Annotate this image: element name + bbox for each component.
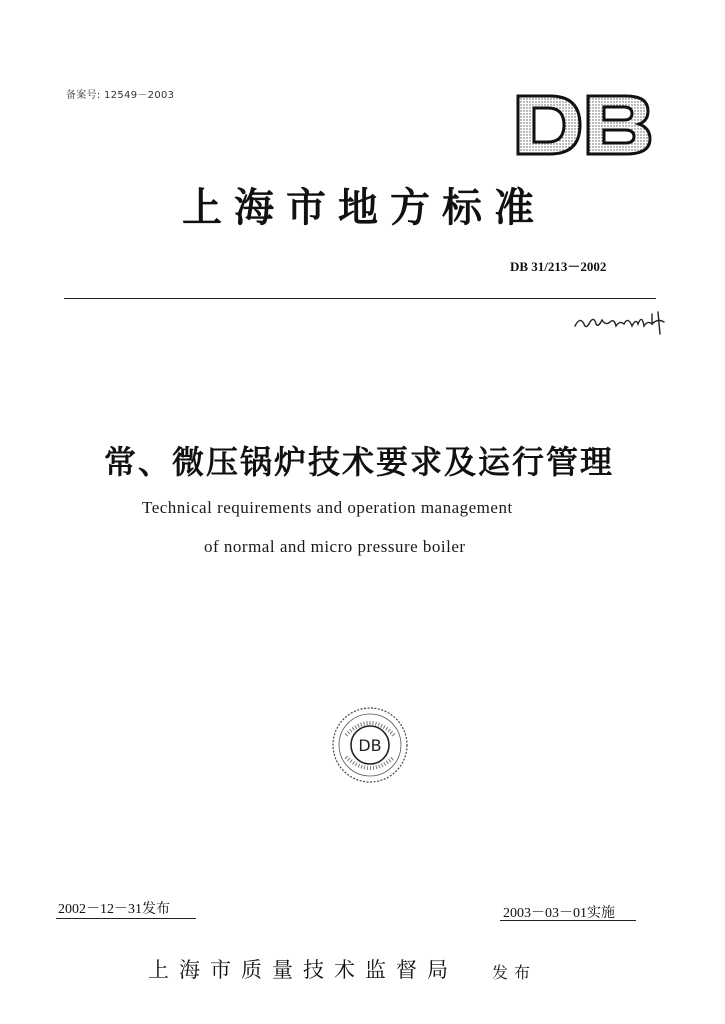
- record-number: 备案号: 12549－2003: [66, 90, 175, 101]
- implementation-date: 2003－03－01实施: [503, 906, 615, 921]
- handwritten-annotation: [572, 306, 672, 336]
- implementation-date-underline: [500, 920, 636, 921]
- issue-date-underline: [56, 918, 196, 919]
- document-title-english-line1: Technical requirements and operation management: [142, 498, 513, 517]
- document-title-chinese: 常、微压锅炉技术要求及运行管理: [104, 443, 615, 481]
- db-seal: [330, 705, 410, 785]
- issue-action-label: 发布: [492, 963, 537, 982]
- issuing-authority: 上海市质量技术监督局: [148, 958, 458, 982]
- seal-label: DB: [358, 736, 382, 755]
- issue-date: 2002－12－31发布: [58, 902, 170, 917]
- db-logo: [514, 92, 654, 158]
- document-title-english-line2: of normal and micro pressure boiler: [204, 537, 466, 556]
- header-divider: [64, 298, 656, 299]
- standard-code: DB 31/213－2002: [510, 259, 607, 274]
- standard-type-heading: 上海市地方标准: [182, 184, 546, 231]
